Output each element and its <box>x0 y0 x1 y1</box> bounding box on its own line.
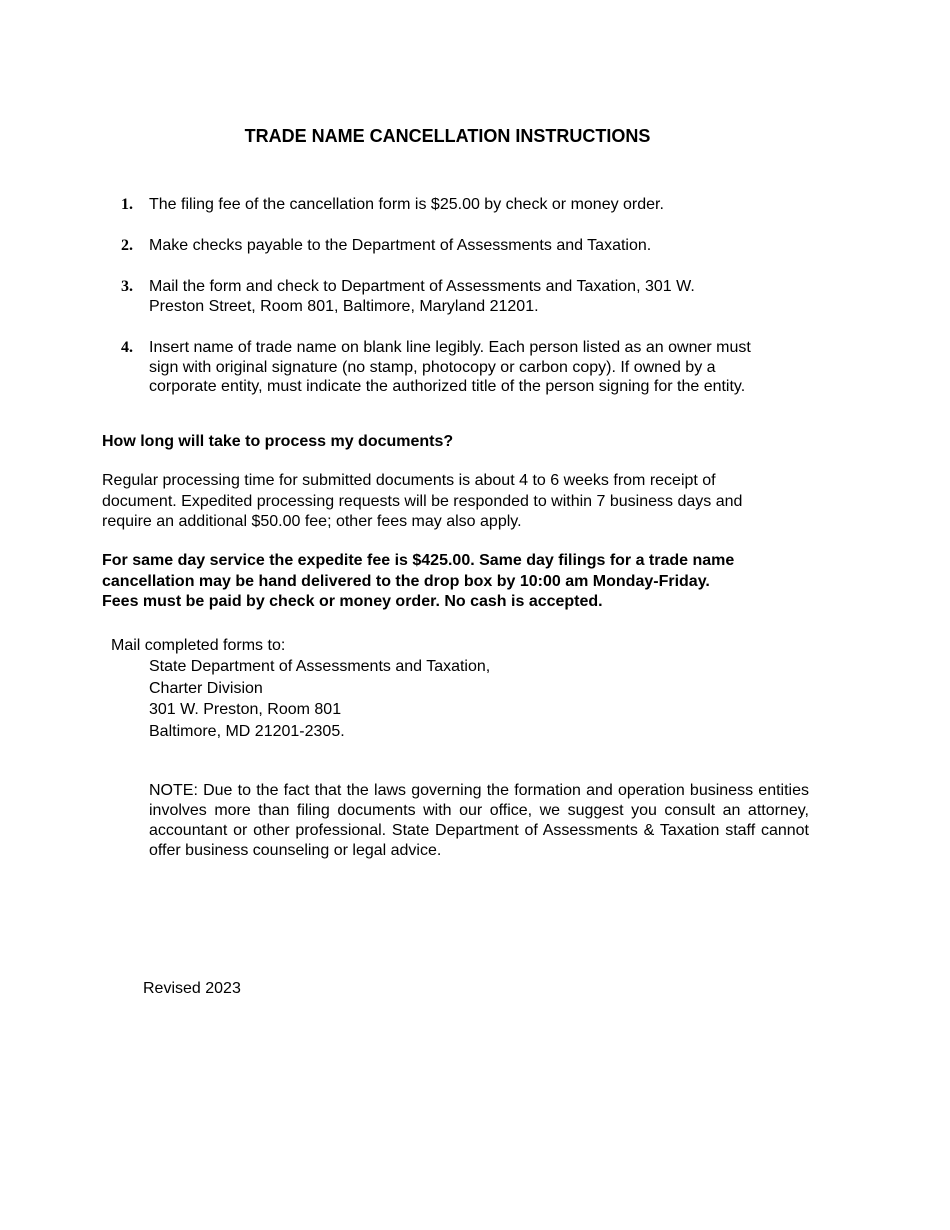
paragraph-line: cancellation may be hand delivered to the drop box by 10:00 am Monday-Friday. <box>102 572 710 590</box>
mailing-address <box>149 656 490 742</box>
list-item <box>149 277 809 316</box>
address-line: State Department of Assessments and Taxation, <box>149 658 491 675</box>
processing-paragraph <box>102 471 802 533</box>
paragraph-line: document. Expedited processing requests will be responded to within 7 business days and <box>102 492 743 510</box>
item-number: 3. <box>121 278 133 295</box>
item-number: 1. <box>121 196 133 213</box>
page-title: TRADE NAME CANCELLATION INSTRUCTIONS <box>244 126 651 146</box>
list-item <box>149 338 809 397</box>
paragraph-line: Regular processing time for submitted documents is about 4 to 6 weeks from receipt of <box>102 472 716 489</box>
paragraph-line: Fees must be paid by check or money order. No cash is accepted. <box>102 593 603 610</box>
item-line: Mail the form and check to Department of Assessments and Taxation, 301 W. <box>149 278 695 295</box>
paragraph-line: require an additional $50.00 fee; other fees may also apply. <box>102 513 522 530</box>
processing-heading: How long will take to process my documents? <box>102 433 454 450</box>
item-line: sign with original signature (no stamp, photocopy or carbon copy). If owned by a <box>149 358 716 376</box>
item-line: The filing fee of the cancellation form is $25.00 by check or money order. <box>149 196 664 213</box>
list-item <box>149 195 809 215</box>
item-number: 2. <box>121 237 133 254</box>
revision-date: Revised 2023 <box>143 980 241 997</box>
same-day-paragraph <box>102 551 802 613</box>
item-line: Preston Street, Room 801, Baltimore, Maryland 21201. <box>149 297 539 315</box>
address-line: Baltimore, MD 21201-2305. <box>149 722 345 740</box>
note-paragraph: NOTE: Due to the fact that the laws governing the formation and operation business entities involves more than filing documents with our office, we suggest you consult an attorney, accountant or other professional. State Department of Assessments & Taxation staff cannot offer business counseling or legal advice. <box>149 782 809 859</box>
item-number: 4. <box>121 339 133 356</box>
address-line: Charter Division <box>149 679 263 697</box>
item-line: Make checks payable to the Department of Assessments and Taxation. <box>149 237 652 254</box>
address-line: 301 W. Preston, Room 801 <box>149 701 342 718</box>
list-item <box>149 236 809 256</box>
mail-label: Mail completed forms to: <box>111 637 286 654</box>
item-line: corporate entity, must indicate the authorized title of the person signing for the entity. <box>149 378 746 395</box>
paragraph-line: For same day service the expedite fee is $425.00. Same day filings for a trade name <box>102 552 735 569</box>
item-line: Insert name of trade name on blank line legibly. Each person listed as an owner must <box>149 339 751 356</box>
